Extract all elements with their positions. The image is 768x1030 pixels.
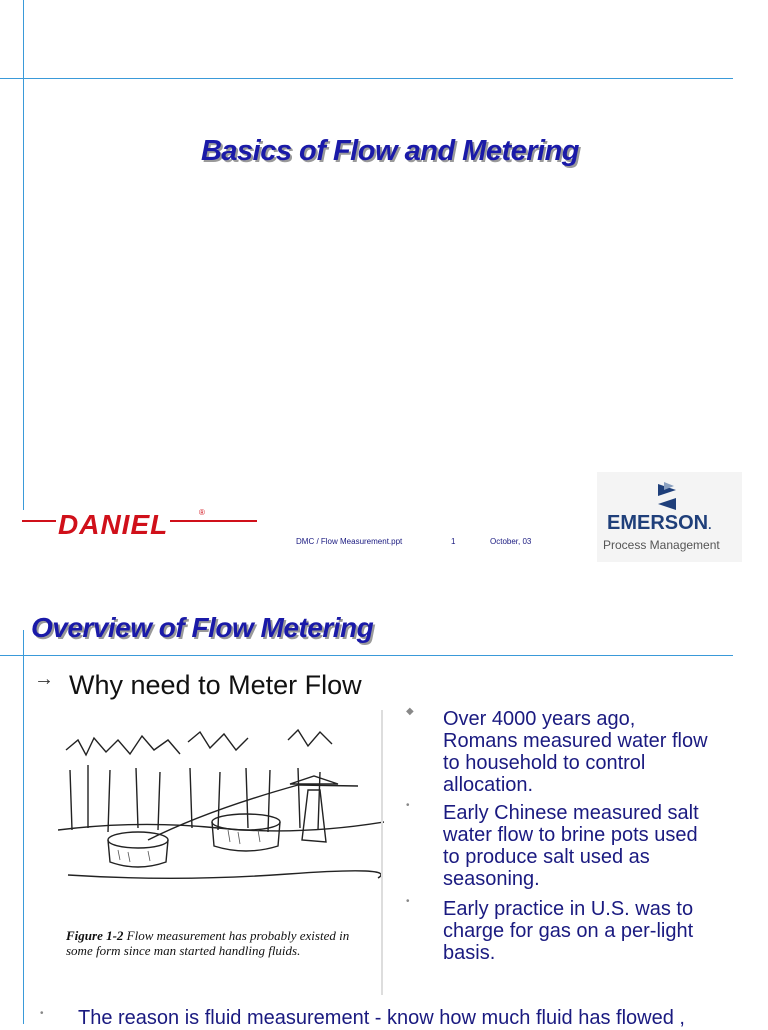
- bullet-diamond-icon: ◆: [406, 706, 414, 717]
- daniel-logo: [22, 508, 262, 548]
- bullet-dot-icon: •: [40, 1008, 44, 1019]
- arrow-icon: →: [34, 668, 54, 690]
- footer-page: 1: [451, 537, 456, 546]
- emerson-sub: Process Management: [603, 538, 720, 552]
- emerson-logo: [597, 472, 742, 562]
- emerson-mark-icon: [654, 480, 680, 514]
- daniel-logo-text: DANIEL: [58, 509, 169, 540]
- image-edge: [381, 710, 383, 995]
- slide-2: [0, 570, 768, 1029]
- registered-mark: ®: [199, 508, 205, 517]
- figure-text: Flow measurement has probably existed in some form since man started handling fluids.: [66, 928, 350, 958]
- bottom-bullet-text: The reason is fluid measurement - know how much fluid has flowed ,: [78, 1007, 685, 1029]
- footer-date: October, 03: [490, 537, 532, 546]
- emerson-brand-text: EMERSON: [607, 512, 709, 534]
- figure-label: Figure 1-2: [66, 928, 124, 943]
- bullet-text: Early Chinese measured salt water flow to brine pots used to produce salt used as seasoning.: [443, 802, 699, 890]
- bullet-text: Over 4000 years ago, Romans measured water flow to household to control allocation.: [443, 708, 708, 796]
- slide-title: Basics of Flow and Metering: [200, 135, 580, 167]
- bullet-text: Early practice in U.S. was to charge for gas on a per-light basis.: [443, 898, 694, 964]
- emerson-brand-dot: .: [708, 518, 712, 532]
- figure-caption: [66, 928, 366, 958]
- footer-file: DMC / Flow Measurement.ppt: [296, 537, 403, 546]
- bullet-dot-icon: •: [406, 896, 410, 907]
- emerson-brand: [607, 512, 711, 535]
- vertical-rule: [23, 630, 24, 1024]
- bullet-dot-icon: •: [406, 800, 410, 811]
- vertical-rule: [23, 0, 24, 510]
- horizontal-rule: [0, 78, 733, 79]
- section-heading: Why need to Meter Flow: [69, 670, 362, 700]
- historical-illustration: [58, 710, 384, 995]
- slide-title: Overview of Flow Metering: [31, 612, 374, 643]
- illustration-sketch: [58, 710, 384, 890]
- horizontal-rule: [0, 655, 733, 656]
